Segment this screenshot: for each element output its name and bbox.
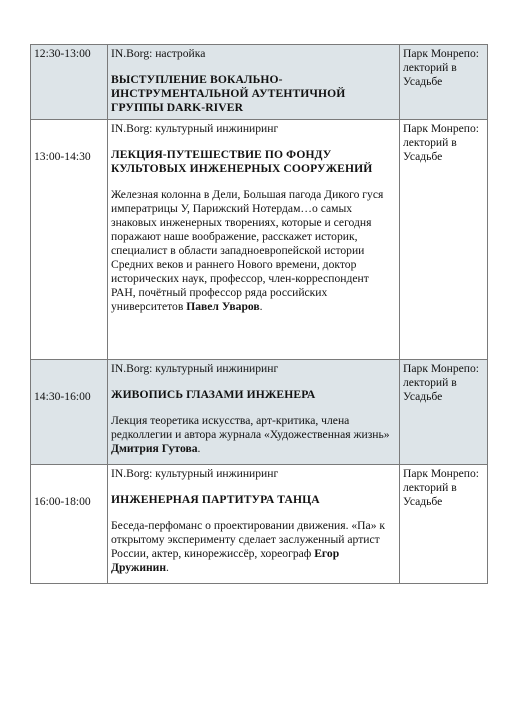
speaker-name: Егор Дружинин [111,547,340,574]
schedule-row [31,120,488,360]
event-cell [108,465,400,584]
time-cell: 13:00-14:30 [31,120,108,360]
event-category: IN.Borg: культурный инжиниринг [111,362,279,375]
speaker-name: Павел Уваров [186,300,260,313]
description-end: . [259,300,263,313]
description-text: Лекция теоретика искусства, арт-критика, члена редколлегии и автора журнала «Художественная жизнь» [111,414,390,441]
time-cell: 16:00-18:00 [31,465,108,584]
event-category: IN.Borg: настройка [111,47,206,60]
place-cell: Парк Монрепо: лекторий в Усадьбе [400,465,488,584]
speaker-name: Дмитрия Гутова [111,442,198,455]
event-description [111,519,396,579]
event-cell [108,120,400,360]
schedule-row [31,465,488,584]
place-cell: Парк Монрепо: лекторий в Усадьбе [400,120,488,360]
event-cell [108,360,400,465]
time-cell: 14:30-16:00 [31,360,108,465]
description-text: Железная колонна в Дели, Большая пагода Дикого гуся императрицы У, Парижский Нотердам…о самых знаковых инженерных творениях, которые и сегодня поражают наше воображение, расскажет историк, специалист в области западноевропейской истории Средних веков и раннего Нового времени, доктор исторических наук, профессор, член-корреспондент РАН, почётный профессор ряда российских университетов [111,188,384,313]
event-category: IN.Borg: культурный инжиниринг [111,467,279,480]
place-cell: Парк Монрепо: лекторий в Усадьбе [400,45,488,120]
time-cell: 12:30-13:00 [31,45,108,120]
event-title: ЛЕКЦИЯ-ПУТЕШЕСТВИЕ ПО ФОНДУ КУЛЬТОВЫХ ИНЖЕНЕРНЫХ СООРУЖЕНИЙ [111,148,373,175]
event-description [111,414,396,460]
description-end: . [197,442,201,455]
place-cell: Парк Монрепо: лекторий в Усадьбе [400,360,488,465]
schedule-row [31,360,488,465]
event-title: ЖИВОПИСЬ ГЛАЗАМИ ИНЖЕНЕРА [111,388,316,401]
event-category: IN.Borg: культурный инжиниринг [111,122,279,135]
description-end: . [166,561,169,574]
event-description [111,188,396,324]
event-title: ИНЖЕНЕРНАЯ ПАРТИТУРА ТАНЦА [111,493,320,506]
schedule-table [30,44,488,584]
event-title: ВЫСТУПЛЕНИЕ ВОКАЛЬНО-ИНСТРУМЕНТАЛЬНОЙ АУТЕНТИЧНОЙ ГРУППЫ DARK-RIVER [111,73,346,114]
description-text: Беседа-перфоманс о проектировании движения. «Па» к открытому эксперименту сделает заслуженный артист России, актер, кинорежиссёр, хореограф [111,519,386,560]
schedule-row [31,45,488,120]
event-cell [108,45,400,120]
